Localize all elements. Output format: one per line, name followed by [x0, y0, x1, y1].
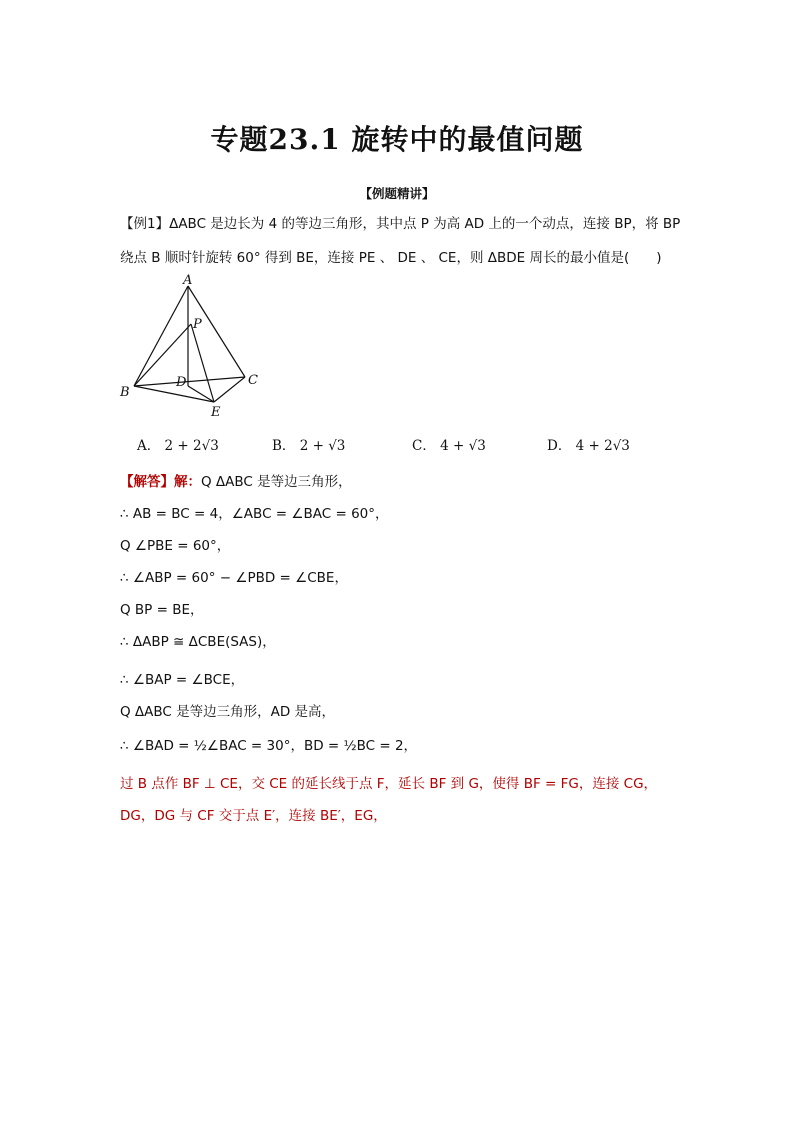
solution-line-3: Q ∠PBE = 60°，	[120, 538, 231, 554]
option-a-value: 2 + 2√3	[164, 438, 219, 454]
solution-line-2: ∴ AB = BC = 4，∠ABC = ∠BAC = 60°，	[120, 506, 389, 522]
label-d: D	[176, 375, 187, 390]
solution-heading: 【解答】解：	[120, 474, 201, 490]
solution-line-4: ∴ ∠ABP = 60° − ∠PBD = ∠CBE，	[120, 570, 348, 586]
label-e: E	[211, 405, 221, 420]
label-p: P	[193, 317, 202, 332]
solution-line-8: Q ΔABC 是等边三角形，AD 是高，	[120, 704, 336, 720]
option-b-letter: B．	[272, 438, 296, 454]
option-b[interactable]	[272, 434, 345, 454]
solution-line-1-text: Q ΔABC 是等边三角形，	[201, 474, 352, 490]
option-a-letter: A．	[137, 438, 161, 454]
page-title: 专题23.1 旋转中的最值问题	[210, 123, 584, 156]
answer-options	[0, 434, 794, 456]
option-c[interactable]	[412, 434, 486, 454]
option-c-value: 4 + √3	[440, 438, 486, 454]
solution-line-10: 过 B 点作 BF ⊥ CE，交 CE 的延长线于点 F，延长 BF 到 G，使得 BF = FG，连接 CG，	[120, 776, 658, 792]
solution-line-9: ∴ ∠BAD = ½∠BAC = 30°，BD = ½BC = 2，	[120, 738, 418, 754]
solution-line-7: ∴ ∠BAP = ∠BCE，	[120, 672, 245, 688]
question-line-2: 绕点 B 顺时针旋转 60° 得到 BE，连接 PE 、 DE 、 CE，则 ΔBDE 周长的最小值是( )	[120, 250, 662, 266]
segment-ce	[214, 377, 245, 402]
option-d[interactable]	[547, 434, 630, 454]
option-c-letter: C．	[412, 438, 436, 454]
solution-line-6: ∴ ΔABP ≅ ΔCBE(SAS)，	[120, 634, 276, 650]
option-d-value: 4 + 2√3	[575, 438, 630, 454]
label-b: B	[120, 385, 130, 400]
triangle-figure	[112, 274, 272, 424]
section-heading: 【例题精讲】	[359, 186, 435, 201]
question-line-1: 【例1】ΔABC 是边长为 4 的等边三角形，其中点 P 为高 AD 上的一个动点，连接 BP，将 BP	[120, 216, 681, 232]
option-d-letter: D．	[547, 438, 572, 454]
solution-line-1	[120, 470, 720, 490]
label-a: A	[183, 274, 193, 288]
solution-line-5: Q BP = BE，	[120, 602, 204, 618]
label-c: C	[248, 373, 258, 388]
segment-bc	[134, 377, 245, 386]
option-b-value: 2 + √3	[299, 438, 346, 454]
solution-line-11: DG，DG 与 CF 交于点 E′，连接 BE′，EG，	[120, 808, 387, 824]
option-a[interactable]	[137, 434, 219, 454]
